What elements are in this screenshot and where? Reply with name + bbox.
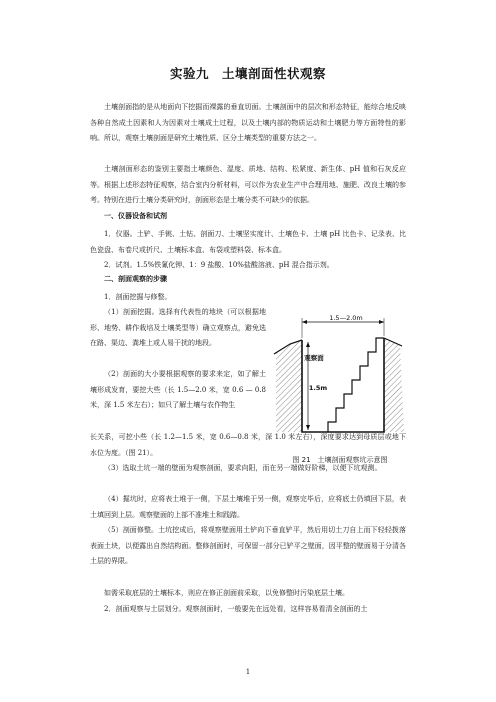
- figure-caption: 图 21 土壤剖面观察坑示意图: [292, 456, 388, 464]
- section-heading-steps: 二、剖面观察的步骤: [104, 275, 167, 283]
- step-1-2-continued: 长关系，可挖小些（长 1.2—1.5 米，宽 0.6—0.8 米，深 1.0 米左右），深度要求达到母质层或地下水位为度。（图 21）。: [90, 433, 406, 457]
- pit-depth-label: 1.5m: [308, 384, 328, 392]
- reagent-paragraph: 2．试剂。1.5%铁氰化钾、1：9 盐酸、10%盐酸溶液、pH 混合指示剂。: [104, 261, 334, 269]
- equipment-paragraph: 1．仪器。土铲、手铫、土钻、剖面刀、土壤坚实度计、土壤色卡、土壤 pH 比色卡、记录表、比色瓷盘、布卷尺或折尺、土壤标本盒、布袋或塑料袋、标本盒。: [90, 230, 406, 254]
- step-1-2-paragraph: （2）剖面的大小要根据观察的要求来定，如了解土壤形成发育，要挖大些（长 1.5—2.0 米，宽 0.6 — 0.8 米，深 1.5 米左右）；如只了解土壤与农作物生: [90, 370, 266, 410]
- intro-paragraph-1: 土壤剖面指的是从地面向下挖掘而裸露的垂直切面。土壤剖面中的层次和形态特征，能综合地反映各种自然成土因素和人为因素对土壤成土过程，以及土壤内部的物质运动和土壤肥力等方面特性的影响。所以，观察土壤剖面是研究土壤性质、区分土壤类型的重要方法之一。: [90, 103, 406, 143]
- soil-pit-diagram: [272, 312, 408, 444]
- step-1-5-paragraph: （5）剖面修整。土坑挖成后，将观察壁面用土铲向下垂直铲平，然后用切土刀自上而下轻轻拨落表面土块，以便露出自然结构面。整修剖面时，可保留一部分已铲平之壁面，因平整的壁面易于分清各土层的界限。: [90, 526, 406, 566]
- intro-paragraph-2: 土壤剖面形态的鉴别主要指土壤颜色、湿度、质地、结构、松紧度、新生体、pH 值和石灰反应等。根据上述形态特征观察，结合室内分析材料，可以作为农业生产中合理用地、施肥、改良土壤的参考。特别在进行土壤分类研究时，剖面形态是土壤分类不可缺少的依据。: [90, 165, 406, 205]
- pit-steps: [328, 338, 384, 432]
- soil-pit-figure: [272, 312, 408, 444]
- step-1-1-paragraph: （1）剖面挖掘。选择有代表性的地块（可以根据地形、地势、耕作栽培及土壤类型等）确立观察点，避免选在路、渠边、粪堆上或人易干扰的地段。: [90, 308, 266, 348]
- section-heading-equipment: 一、仪器设备和试剂: [104, 212, 167, 220]
- step-1-6-paragraph: 如需采取底层的土壤标本，则应在修正剖面前采取，以免修整时污染底层土壤。: [104, 589, 349, 597]
- page-title: 实验九 土壤剖面性状观察: [169, 66, 326, 81]
- step-1-4-paragraph: （4）掘坑时，应将表土堆于一侧，下层土壤堆于另一侧，观察完毕后，应将底土仍填回下层，表土填回到上层。观察壁面的上部不准堆土和践踏。: [90, 495, 406, 519]
- step-1-3-paragraph: （3）选取土坑一端的壁面为观察剖面，要求向阳，而在另一端做好阶梯，以便下坑观测。: [104, 464, 382, 472]
- observation-face-label: 观察面: [304, 354, 324, 362]
- pit-width-label: 1.5—2.0m: [329, 314, 363, 322]
- step-1-heading: 1．剖面挖掘与修整。: [104, 293, 172, 301]
- page-number: 1: [245, 668, 251, 676]
- step-2-paragraph: 2．剖面观察与土层划分。观察剖面时，一般要先在远处看，这样容易看清全剖面的土: [104, 605, 368, 613]
